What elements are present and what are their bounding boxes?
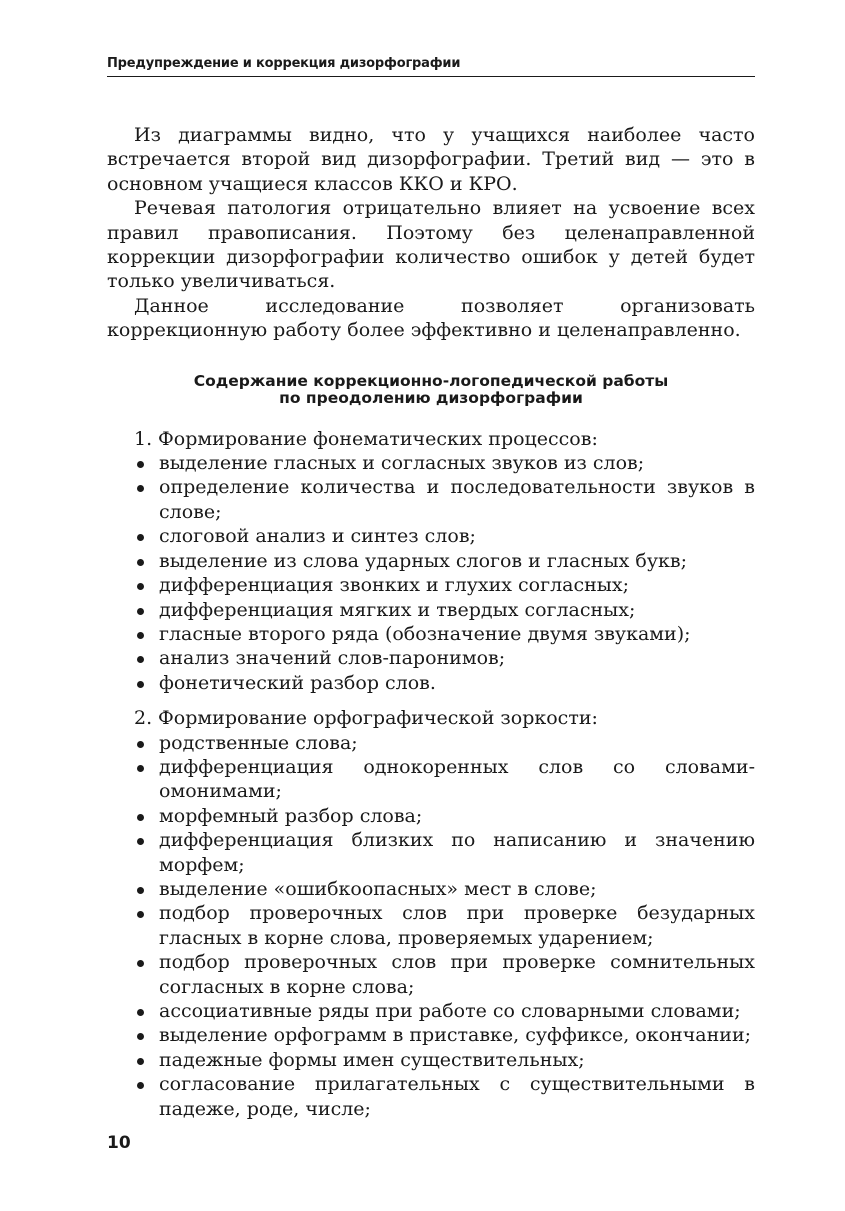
list-title-text: Формирование орфографической зоркости:	[158, 707, 598, 730]
bullet-icon	[137, 681, 144, 688]
bullet-icon	[137, 838, 144, 845]
list-number: 2.	[134, 707, 153, 730]
running-head: Предупреждение и коррекция дизорфографии	[107, 56, 755, 77]
bullet-icon	[137, 960, 144, 967]
book-page	[107, 56, 755, 1121]
list-item: согласование прилагательных с существительными в падеже, роде, числе;	[107, 1072, 755, 1121]
list-title-text: Формирование фонематических процессов:	[158, 427, 598, 450]
list-item: выделение орфограмм в приставке, суффиксе, окончании;	[107, 1023, 755, 1047]
list-item: выделение гласных и согласных звуков из слов;	[107, 451, 755, 475]
section-heading	[107, 373, 755, 407]
paragraph: Речевая патология отрицательно влияет на усвоение всех правил правописания. Поэтому без целенаправленной коррекции дизорфографии количество ошибок у детей будет только увеличиваться.	[107, 197, 755, 293]
list-item: анализ значений слов-паронимов;	[107, 646, 755, 670]
bullet-icon	[137, 534, 144, 541]
list-item: родственные слова;	[107, 731, 755, 755]
list-item: дифференциация мягких и твердых согласных;	[107, 598, 755, 622]
bullet-icon	[137, 1009, 144, 1016]
bullet-icon	[137, 814, 144, 821]
section-heading-line: по преодолению дизорфографии	[279, 388, 583, 407]
list-item: гласные второго ряда (обозначение двумя звуками);	[107, 622, 755, 646]
bullet-icon	[137, 765, 144, 772]
list-item: дифференциация звонких и глухих согласных;	[107, 573, 755, 597]
bullet-icon	[137, 1058, 144, 1065]
bullet-icon	[137, 559, 144, 566]
list-item: фонетический разбор слов.	[107, 671, 755, 695]
bullet-list	[107, 731, 755, 1122]
list-item: дифференциация однокоренных слов со словами-омонимами;	[107, 755, 755, 804]
bullet-icon	[137, 1082, 144, 1089]
list-title	[107, 706, 755, 730]
bullet-icon	[137, 583, 144, 590]
list-item: слоговой анализ и синтез слов;	[107, 524, 755, 548]
bullet-icon	[137, 461, 144, 468]
list-title	[107, 427, 755, 451]
bullet-icon	[137, 656, 144, 663]
paragraph: Из диаграммы видно, что у учащихся наиболее часто встречается второй вид дизорфографии. Третий вид — это в основном учащиеся классов ККО и КРО.	[107, 124, 755, 195]
bullet-icon	[137, 1033, 144, 1040]
list-item: ассоциативные ряды при работе со словарными словами;	[107, 999, 755, 1023]
bullet-list	[107, 451, 755, 695]
list-item: выделение «ошибкоопасных» мест в слове;	[107, 877, 755, 901]
list-item: морфемный разбор слова;	[107, 804, 755, 828]
bullet-icon	[137, 887, 144, 894]
section-heading-line: Содержание коррекционно-логопедической работы	[193, 371, 669, 390]
list-item: подбор проверочных слов при проверке безударных гласных в корне слова, проверяемых ударением;	[107, 901, 755, 950]
page-number: 10	[107, 1133, 131, 1153]
body-text	[107, 123, 755, 1121]
bullet-icon	[137, 485, 144, 492]
list-item: выделение из слова ударных слогов и гласных букв;	[107, 549, 755, 573]
list-item: дифференциация близких по написанию и значению морфем;	[107, 828, 755, 877]
bullet-icon	[137, 741, 144, 748]
list-item: падежные формы имен существительных;	[107, 1048, 755, 1072]
list-item: определение количества и последовательности звуков в слове;	[107, 475, 755, 524]
bullet-icon	[137, 632, 144, 639]
bullet-icon	[137, 911, 144, 918]
list-number: 1.	[134, 427, 153, 450]
paragraph: Данное исследование позволяет организовать коррекционную работу более эффективно и целенаправленно.	[107, 294, 755, 342]
bullet-icon	[137, 608, 144, 615]
list-item: подбор проверочных слов при проверке сомнительных согласных в корне слова;	[107, 950, 755, 999]
